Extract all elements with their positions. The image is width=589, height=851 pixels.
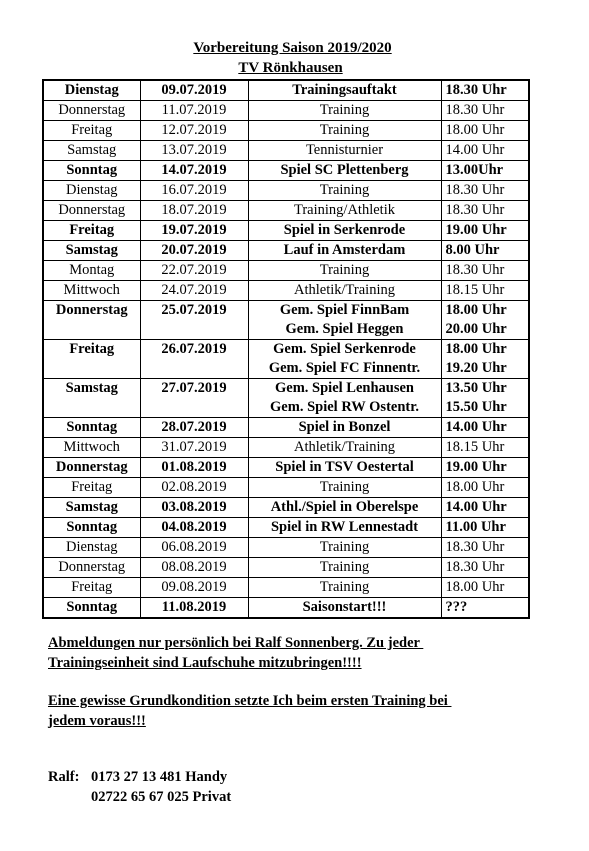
event-cell (248, 518, 441, 538)
day-cell-text: Samstag (65, 380, 118, 396)
time-cell-line: 18.15 Uhr (445, 439, 505, 455)
time-cell (441, 221, 529, 241)
time-cell-line: 15.50 Uhr (445, 399, 507, 415)
table-row (43, 498, 529, 518)
date-cell (140, 201, 248, 221)
event-cell-line: Lauf in Amsterdam (283, 242, 406, 258)
event-cell (248, 241, 441, 261)
date-cell-text: 09.08.2019 (161, 579, 227, 595)
day-cell-text: Donnerstag (58, 202, 126, 218)
time-cell-line: 14.00 Uhr (445, 142, 505, 158)
time-cell-line: 19.20 Uhr (445, 360, 507, 376)
time-cell-line: 19.00 Uhr (445, 222, 507, 238)
event-cell-line: Training (319, 579, 370, 595)
table-row (43, 261, 529, 281)
event-cell (248, 538, 441, 558)
table-row (43, 379, 529, 418)
event-cell (248, 161, 441, 181)
time-cell (441, 241, 529, 261)
date-cell (140, 518, 248, 538)
date-cell (140, 281, 248, 301)
time-cell-line: 18.30 Uhr (445, 202, 505, 218)
table-row (43, 418, 529, 438)
date-cell-text: 28.07.2019 (161, 419, 227, 435)
date-cell-text: 01.08.2019 (161, 459, 227, 475)
day-cell-text: Samstag (65, 242, 118, 258)
time-cell-line: 11.00 Uhr (445, 519, 506, 535)
event-cell-line: Athl./Spiel in Oberelspe (270, 499, 419, 515)
day-cell-text: Freitag (71, 479, 113, 495)
table-row (43, 478, 529, 498)
table-row (43, 301, 529, 340)
day-cell-text: Samstag (65, 499, 118, 515)
table-row (43, 141, 529, 161)
day-cell (43, 161, 140, 181)
date-cell-text: 25.07.2019 (161, 302, 227, 318)
date-cell-text: 22.07.2019 (161, 262, 227, 278)
time-cell (441, 340, 529, 379)
time-cell-line: 18.00 Uhr (445, 122, 505, 138)
time-cell (441, 478, 529, 498)
day-cell-text: Samstag (67, 142, 117, 158)
day-cell (43, 418, 140, 438)
table-row (43, 578, 529, 598)
day-cell (43, 379, 140, 418)
event-cell-line: Spiel in Bonzel (298, 419, 391, 435)
event-cell-line: Gem. Spiel FC Finnentr. (268, 360, 421, 376)
day-cell-text: Freitag (69, 341, 115, 357)
date-cell (140, 80, 248, 101)
day-cell (43, 101, 140, 121)
date-cell-text: 20.07.2019 (161, 242, 227, 258)
date-cell (140, 181, 248, 201)
date-cell (140, 101, 248, 121)
event-cell-line: Spiel in Serkenrode (283, 222, 406, 238)
event-cell (248, 101, 441, 121)
date-cell-text: 11.08.2019 (161, 599, 227, 615)
event-cell (248, 578, 441, 598)
time-cell-line: 18.30 Uhr (445, 82, 507, 98)
time-cell (441, 538, 529, 558)
day-cell (43, 281, 140, 301)
day-cell-text: Donnerstag (58, 102, 126, 118)
date-cell (140, 478, 248, 498)
date-cell (140, 161, 248, 181)
date-cell-text: 24.07.2019 (161, 282, 227, 298)
event-cell-line: Training (319, 182, 370, 198)
date-cell-text: 08.08.2019 (161, 559, 227, 575)
date-cell (140, 438, 248, 458)
day-cell (43, 121, 140, 141)
table-row (43, 241, 529, 261)
time-cell (441, 458, 529, 478)
table-row (43, 518, 529, 538)
time-cell (441, 261, 529, 281)
date-cell-text: 14.07.2019 (161, 162, 227, 178)
day-cell-text: Dienstag (65, 539, 118, 555)
day-cell-text: Freitag (71, 579, 113, 595)
note-line: Abmeldungen nur persönlich bei Ralf Sonnenberg. Zu jeder (48, 635, 424, 651)
event-cell (248, 598, 441, 619)
day-cell-text: Dienstag (65, 182, 118, 198)
date-cell (140, 121, 248, 141)
event-cell-line: Athletik/Training (294, 282, 395, 298)
date-cell (140, 221, 248, 241)
table-row (43, 538, 529, 558)
event-cell (248, 558, 441, 578)
date-cell (140, 241, 248, 261)
date-cell (140, 598, 248, 619)
event-cell (248, 340, 441, 379)
event-cell (248, 478, 441, 498)
table-row (43, 558, 529, 578)
time-cell-line: 18.00 Uhr (445, 579, 505, 595)
event-cell-line: Trainingsauftakt (292, 82, 397, 98)
event-cell-line: Training/Athletik (294, 202, 395, 218)
time-cell (441, 281, 529, 301)
day-cell (43, 578, 140, 598)
date-cell (140, 301, 248, 340)
table-row (43, 181, 529, 201)
event-cell (248, 201, 441, 221)
time-cell (441, 80, 529, 101)
event-cell-line: Gem. Spiel RW Ostentr. (270, 399, 419, 415)
date-cell-text: 27.07.2019 (161, 380, 227, 396)
day-cell-text: Mittwoch (63, 282, 120, 298)
event-cell (248, 261, 441, 281)
table-row (43, 101, 529, 121)
time-cell (441, 518, 529, 538)
event-cell-line: Training (319, 262, 370, 278)
time-cell (441, 498, 529, 518)
day-cell (43, 538, 140, 558)
time-cell-line: 13.50 Uhr (445, 380, 507, 396)
table-row (43, 281, 529, 301)
time-cell-line: 19.00 Uhr (445, 459, 507, 475)
time-cell (441, 379, 529, 418)
time-cell-line: 18.30 Uhr (445, 539, 505, 555)
event-cell (248, 121, 441, 141)
event-cell-line: Gem. Spiel Lenhausen (275, 380, 414, 396)
page-subtitle: TV Rönkhausen (238, 60, 343, 76)
day-cell-text: Sonntag (66, 599, 118, 615)
time-cell-line: 18.30 Uhr (445, 559, 505, 575)
note-line: Eine gewisse Grundkondition setzte Ich beim ersten Training bei (48, 693, 452, 709)
day-cell-text: Dienstag (64, 82, 119, 98)
contact-phone-mobile: 0173 27 13 481 Handy (91, 769, 228, 785)
table-row (43, 221, 529, 241)
table-row (43, 458, 529, 478)
date-cell-text: 06.08.2019 (161, 539, 227, 555)
date-cell-text: 09.07.2019 (161, 82, 227, 98)
time-cell (441, 578, 529, 598)
day-cell (43, 301, 140, 340)
day-cell (43, 241, 140, 261)
event-cell-line: Training (319, 479, 370, 495)
event-cell-line: Training (319, 559, 370, 575)
day-cell (43, 518, 140, 538)
table-row (43, 161, 529, 181)
time-cell-line: 18.30 Uhr (445, 182, 505, 198)
date-cell-text: 19.07.2019 (161, 222, 227, 238)
time-cell-line: 18.15 Uhr (445, 282, 505, 298)
event-cell-line: Spiel in TSV Oestertal (275, 459, 414, 475)
event-cell (248, 281, 441, 301)
event-cell-line: Spiel SC Plettenberg (280, 162, 409, 178)
event-cell (248, 458, 441, 478)
event-cell (248, 141, 441, 161)
day-cell-text: Donnerstag (55, 459, 128, 475)
day-cell (43, 181, 140, 201)
day-cell (43, 80, 140, 101)
date-cell-text: 31.07.2019 (161, 439, 227, 455)
table-row (43, 438, 529, 458)
date-cell-text: 12.07.2019 (161, 122, 227, 138)
day-cell (43, 340, 140, 379)
day-cell-text: Donnerstag (55, 302, 128, 318)
event-cell-line: Saisonstart!!! (302, 599, 387, 615)
page-title: Vorbereitung Saison 2019/2020 (193, 40, 392, 56)
contact-name: Ralf: (48, 769, 80, 785)
time-cell-line: 18.30 Uhr (445, 262, 505, 278)
date-cell-text: 04.08.2019 (161, 519, 227, 535)
time-cell-line: 18.00 Uhr (445, 479, 505, 495)
date-cell (140, 418, 248, 438)
event-cell (248, 80, 441, 101)
day-cell-text: Freitag (71, 122, 113, 138)
date-cell-text: 16.07.2019 (161, 182, 227, 198)
event-cell-line: Training (319, 539, 370, 555)
event-cell (248, 181, 441, 201)
event-cell-line: Gem. Spiel Serkenrode (273, 341, 416, 357)
date-cell (140, 498, 248, 518)
event-cell-line: Training (319, 102, 370, 118)
date-cell (140, 538, 248, 558)
time-cell (441, 161, 529, 181)
date-cell-text: 11.07.2019 (161, 102, 227, 118)
day-cell-text: Sonntag (66, 519, 118, 535)
date-cell-text: 18.07.2019 (161, 202, 227, 218)
table-row (43, 121, 529, 141)
date-cell-text: 03.08.2019 (161, 499, 227, 515)
event-cell (248, 301, 441, 340)
time-cell (441, 301, 529, 340)
time-cell (441, 101, 529, 121)
day-cell (43, 598, 140, 619)
day-cell-text: Montag (69, 262, 115, 278)
note-line: jedem voraus!!! (48, 713, 146, 729)
day-cell-text: Donnerstag (58, 559, 126, 575)
contact-phone-private: 02722 65 67 025 Privat (91, 789, 232, 805)
time-cell (441, 141, 529, 161)
time-cell-line: 20.00 Uhr (445, 321, 507, 337)
day-cell (43, 261, 140, 281)
date-cell (140, 379, 248, 418)
time-cell-line: 13.00Uhr (445, 162, 504, 178)
time-cell (441, 201, 529, 221)
event-cell (248, 438, 441, 458)
event-cell (248, 418, 441, 438)
time-cell (441, 438, 529, 458)
day-cell (43, 438, 140, 458)
date-cell (140, 458, 248, 478)
time-cell-line: 14.00 Uhr (445, 499, 507, 515)
event-cell-line: Gem. Spiel Heggen (285, 321, 404, 337)
table-row (43, 598, 529, 619)
date-cell-text: 26.07.2019 (161, 341, 227, 357)
event-cell-line: Tennisturnier (305, 142, 384, 158)
event-cell-line: Spiel in RW Lennestadt (270, 519, 419, 535)
day-cell (43, 458, 140, 478)
day-cell (43, 478, 140, 498)
time-cell (441, 418, 529, 438)
date-cell (140, 141, 248, 161)
time-cell-line: 18.30 Uhr (445, 102, 505, 118)
event-cell-line: Gem. Spiel FinnBam (279, 302, 410, 318)
time-cell-line: 8.00 Uhr (445, 242, 500, 258)
time-cell (441, 558, 529, 578)
time-cell (441, 121, 529, 141)
event-cell-line: Training (319, 122, 370, 138)
schedule-body (43, 80, 529, 618)
table-row (43, 201, 529, 221)
day-cell-text: Mittwoch (63, 439, 120, 455)
note-line: Trainingseinheit sind Laufschuhe mitzubringen!!!! (48, 655, 362, 671)
time-cell-line: 18.00 Uhr (445, 302, 507, 318)
date-cell-text: 02.08.2019 (161, 479, 227, 495)
time-cell (441, 181, 529, 201)
day-cell (43, 201, 140, 221)
date-cell (140, 261, 248, 281)
event-cell (248, 498, 441, 518)
day-cell-text: Freitag (69, 222, 115, 238)
day-cell (43, 498, 140, 518)
date-cell (140, 558, 248, 578)
schedule-table (42, 79, 530, 619)
day-cell (43, 141, 140, 161)
event-cell-line: Athletik/Training (294, 439, 395, 455)
table-row (43, 80, 529, 101)
date-cell (140, 578, 248, 598)
time-cell-line: 18.00 Uhr (445, 341, 507, 357)
time-cell (441, 598, 529, 619)
event-cell (248, 221, 441, 241)
table-row (43, 340, 529, 379)
day-cell-text: Sonntag (66, 162, 118, 178)
date-cell-text: 13.07.2019 (161, 142, 227, 158)
event-cell (248, 379, 441, 418)
time-cell-line: 14.00 Uhr (445, 419, 507, 435)
time-cell-line: ??? (445, 599, 468, 615)
day-cell (43, 221, 140, 241)
day-cell (43, 558, 140, 578)
date-cell (140, 340, 248, 379)
day-cell-text: Sonntag (66, 419, 118, 435)
